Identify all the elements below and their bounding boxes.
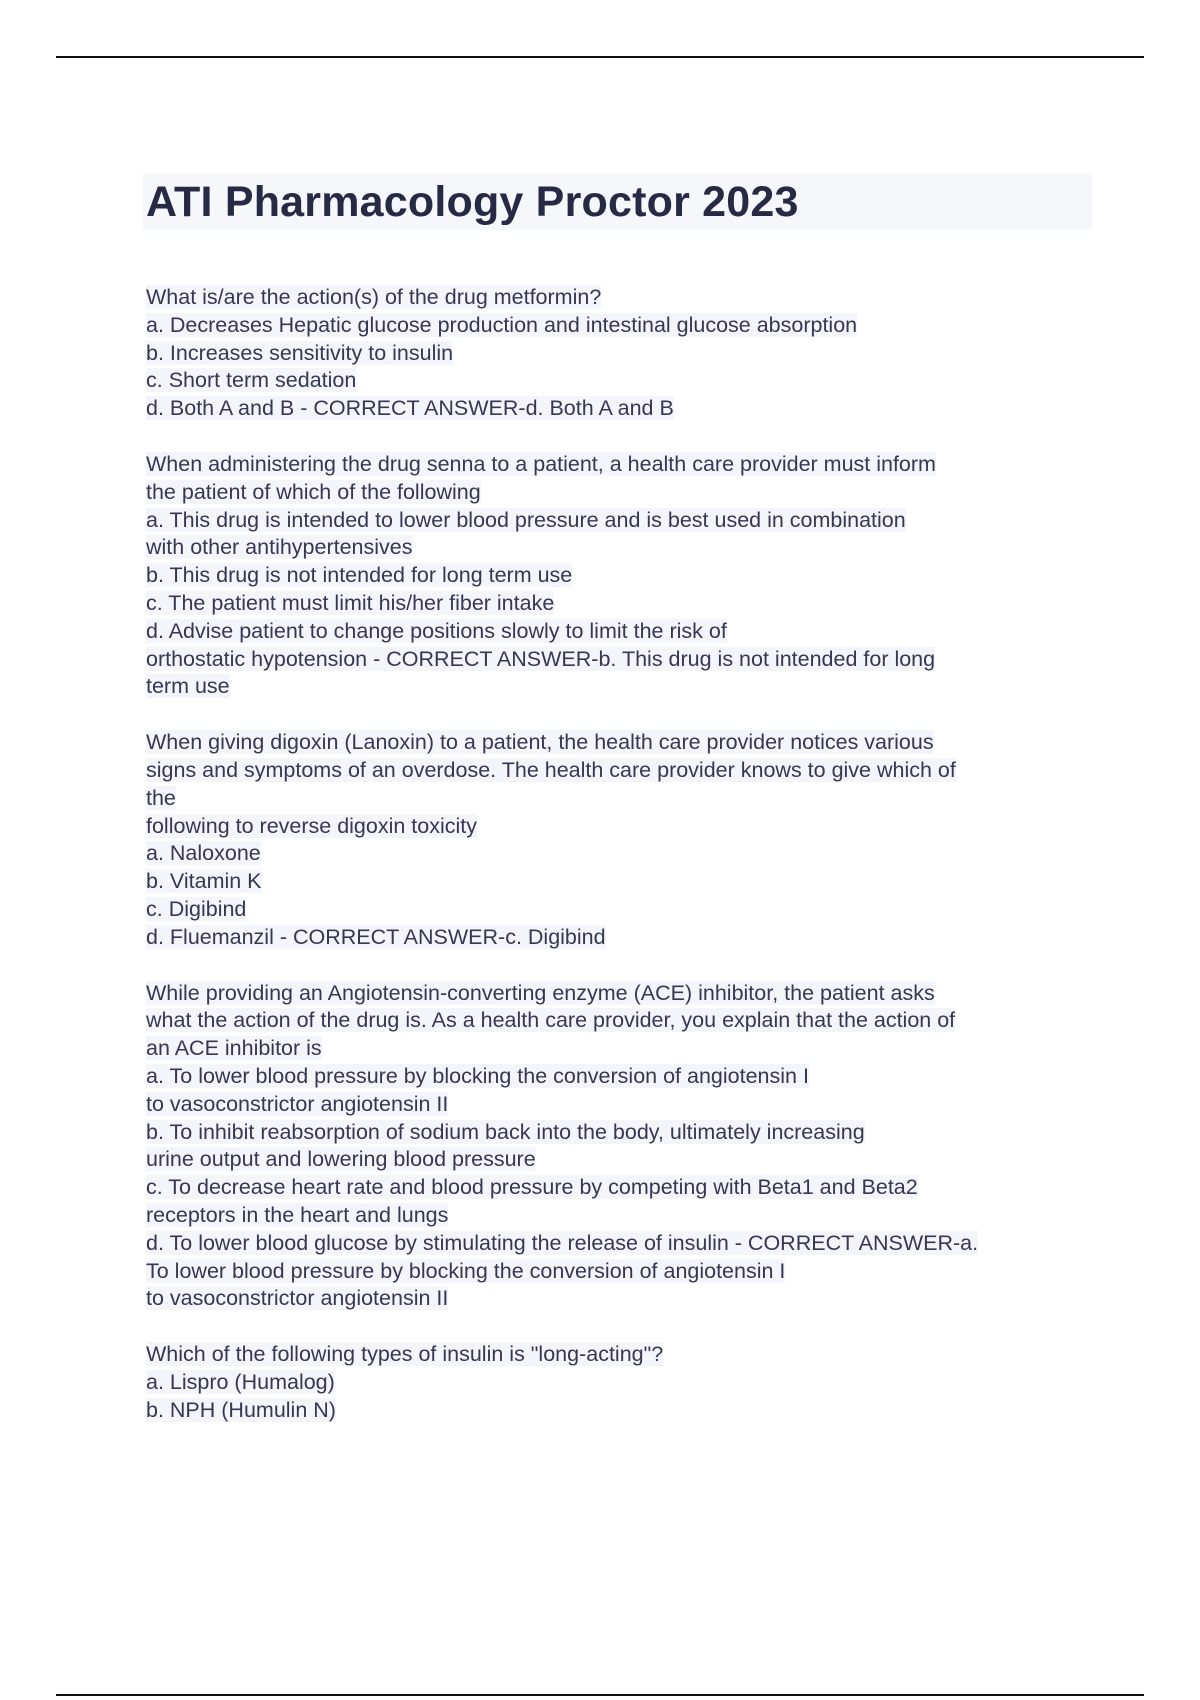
option-line: c. Digibind xyxy=(146,896,247,921)
answer-line: d. To lower blood glucose by stimulating the release of insulin - CORRECT ANSWER-a. xyxy=(146,1230,979,1255)
question-line: the patient of which of the following xyxy=(146,479,481,504)
question-line: signs and symptoms of an overdose. The health care provider knows to give which of xyxy=(146,757,956,782)
option-line: c. The patient must limit his/her fiber intake xyxy=(146,590,555,615)
question-line: When administering the drug senna to a patient, a health care provider must inform xyxy=(146,451,936,476)
answer-line: term use xyxy=(146,674,230,699)
question-line: an ACE inhibitor is xyxy=(146,1036,322,1061)
answer-line: to vasoconstrictor angiotensin II xyxy=(146,1286,449,1311)
option-line: a. Decreases Hepatic glucose production and intestinal glucose absorption xyxy=(146,312,858,337)
question-line: what the action of the drug is. As a health care provider, you explain that the action of xyxy=(146,1008,956,1033)
option-line: a. Lispro (Humalog) xyxy=(146,1369,335,1394)
option-line: b. This drug is not intended for long term use xyxy=(146,563,573,588)
question-list xyxy=(146,284,1096,1452)
option-line: b. To inhibit reabsorption of sodium back into the body, ultimately increasing xyxy=(146,1119,865,1144)
question-line: While providing an Angiotensin-converting enzyme (ACE) inhibitor, the patient asks xyxy=(146,980,935,1005)
question-line: Which of the following types of insulin is "long-acting"? xyxy=(146,1342,664,1367)
document-title: ATI Pharmacology Proctor 2023 xyxy=(146,178,799,226)
option-line: urine output and lowering blood pressure xyxy=(146,1147,536,1172)
option-line: to vasoconstrictor angiotensin II xyxy=(146,1091,449,1116)
question-block-insulin xyxy=(146,1341,1096,1424)
option-line: d. Advise patient to change positions slowly to limit the risk of xyxy=(146,618,727,643)
option-line: b. NPH (Humulin N) xyxy=(146,1397,336,1422)
answer-line: d. Fluemanzil - CORRECT ANSWER-c. Digibind xyxy=(146,924,606,949)
question-line: following to reverse digoxin toxicity xyxy=(146,813,478,838)
answer-line: orthostatic hypotension - CORRECT ANSWER-b. This drug is not intended for long xyxy=(146,646,936,671)
bottom-rule xyxy=(56,1694,1144,1696)
question-block-digoxin xyxy=(146,729,1096,951)
option-line: b. Vitamin K xyxy=(146,869,262,894)
answer-line: d. Both A and B - CORRECT ANSWER-d. Both A and B xyxy=(146,396,674,421)
question-line: When giving digoxin (Lanoxin) to a patient, the health care provider notices various xyxy=(146,730,934,755)
answer-line: To lower blood pressure by blocking the conversion of angiotensin I xyxy=(146,1258,786,1283)
question-line: the xyxy=(146,785,176,810)
question-line: What is/are the action(s) of the drug metformin? xyxy=(146,285,602,309)
question-block-ace-inhibitor xyxy=(146,980,1096,1314)
option-line: with other antihypertensives xyxy=(146,535,413,560)
option-line: a. To lower blood pressure by blocking the conversion of angiotensin I xyxy=(146,1063,809,1088)
option-line: c. To decrease heart rate and blood pressure by competing with Beta1 and Beta2 xyxy=(146,1175,918,1200)
option-line: c. Short term sedation xyxy=(146,368,357,393)
question-block-metformin xyxy=(146,284,1096,423)
question-block-senna xyxy=(146,451,1096,701)
option-line: a. Naloxone xyxy=(146,841,261,866)
top-rule xyxy=(56,56,1144,58)
option-line: a. This drug is intended to lower blood pressure and is best used in combination xyxy=(146,507,906,532)
option-line: receptors in the heart and lungs xyxy=(146,1202,449,1227)
option-line: b. Increases sensitivity to insulin xyxy=(146,340,454,365)
